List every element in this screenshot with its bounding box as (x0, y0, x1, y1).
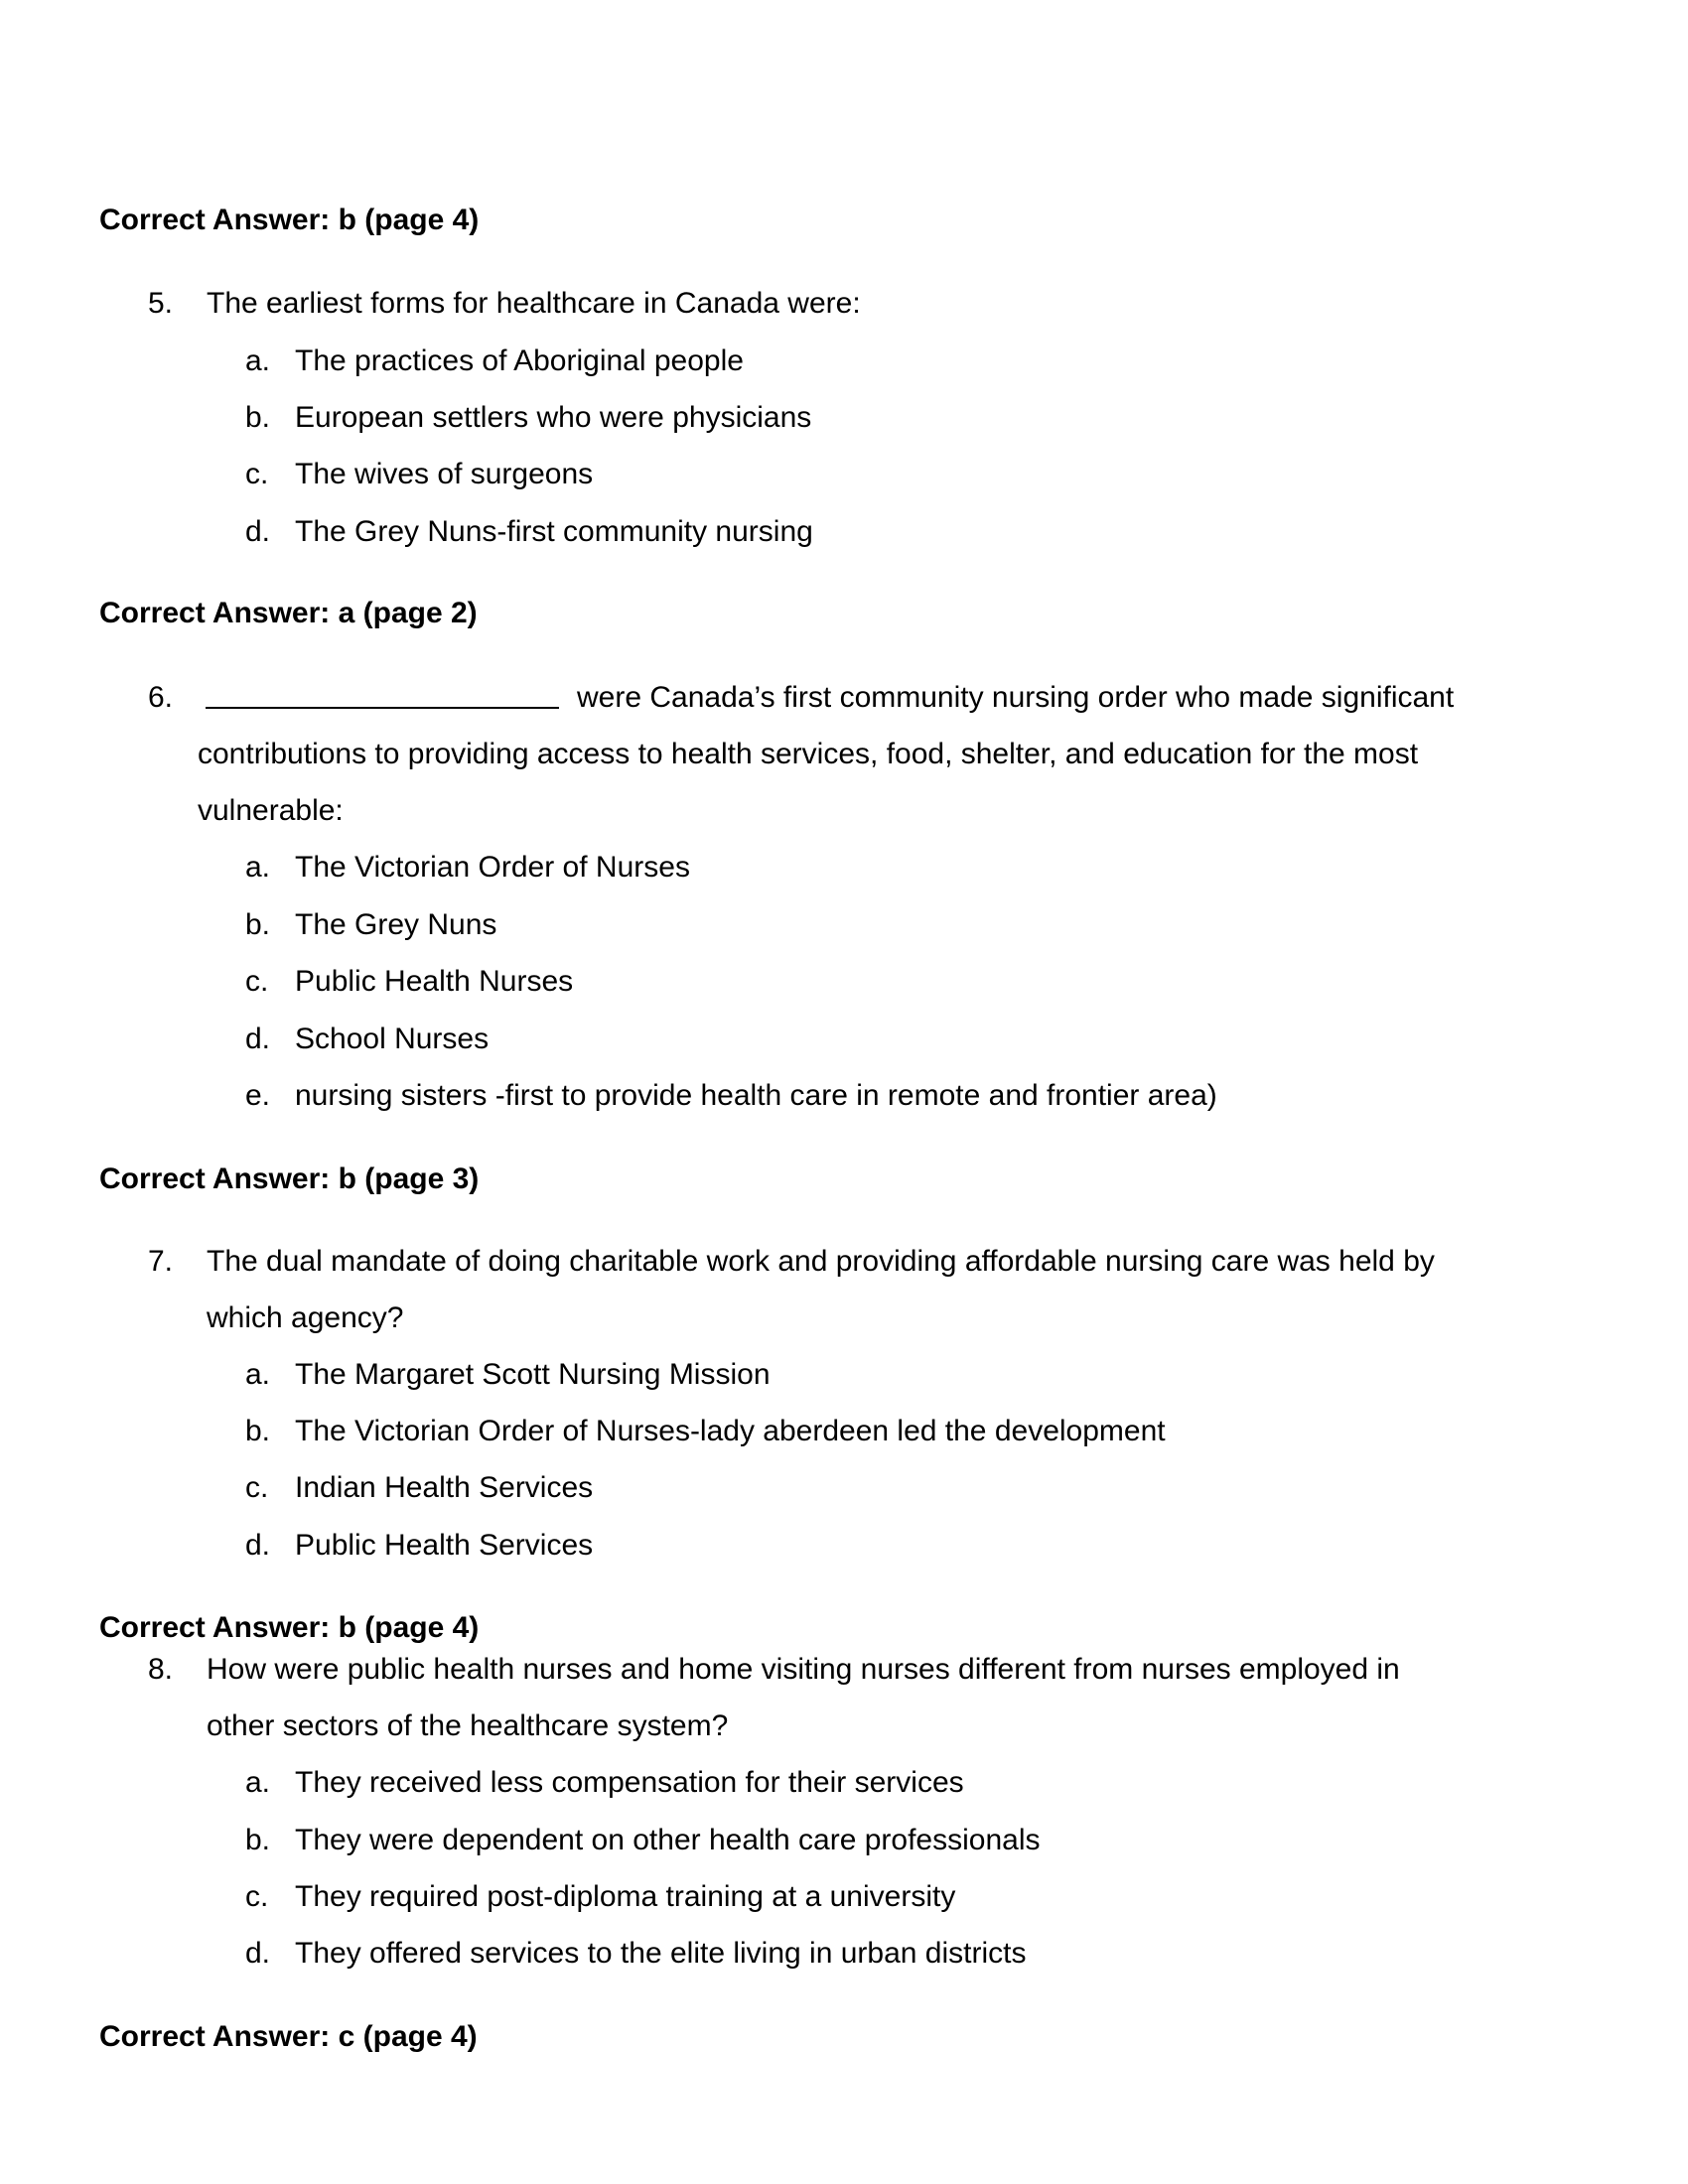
option-text: They were dependent on other health care professionals (295, 1824, 1041, 1856)
option-letter: d. (245, 1023, 271, 1055)
question-number: 7. (148, 1245, 174, 1278)
option-letter: d. (245, 515, 271, 548)
option-letter: c. (245, 1471, 269, 1504)
option-text: European settlers who were physicians (295, 401, 812, 434)
question-text: other sectors of the healthcare system? (207, 1709, 729, 1742)
option-text: Public Health Nurses (295, 965, 574, 998)
correct-answer-q7: Correct Answer: b (page 4) (99, 1611, 480, 1644)
option-letter: c. (245, 1880, 269, 1913)
question-text: which agency? (207, 1301, 404, 1334)
option-text: nursing sisters -first to provide health care in remote and frontier area) (295, 1079, 1217, 1112)
option-letter: e. (245, 1079, 271, 1112)
option-letter: b. (245, 1824, 271, 1856)
option-text: The Victorian Order of Nurses (295, 851, 690, 884)
fill-in-blank-line (206, 707, 559, 709)
option-text: The Grey Nuns-first community nursing (295, 515, 813, 548)
option-text: They required post-diploma training at a university (295, 1880, 956, 1913)
option-letter: a. (245, 851, 271, 884)
question-text: contributions to providing access to health services, food, shelter, and education for the most (198, 738, 1419, 770)
question-text: How were public health nurses and home visiting nurses different from nurses employed in (207, 1653, 1400, 1686)
option-text: The wives of surgeons (295, 458, 594, 490)
correct-answer-q6: Correct Answer: b (page 3) (99, 1162, 480, 1195)
correct-answer-q4: Correct Answer: b (page 4) (99, 204, 480, 236)
option-text: Indian Health Services (295, 1471, 594, 1504)
option-letter: d. (245, 1937, 271, 1970)
option-letter: c. (245, 965, 269, 998)
option-letter: a. (245, 1766, 271, 1799)
option-letter: b. (245, 1415, 271, 1447)
option-text: They received less compensation for their services (295, 1766, 964, 1799)
question-text: The dual mandate of doing charitable work and providing affordable nursing care was held by (207, 1245, 1435, 1278)
option-letter: c. (245, 458, 269, 490)
question-text: were Canada’s first community nursing order who made significant (577, 681, 1455, 714)
option-letter: b. (245, 401, 271, 434)
option-letter: a. (245, 344, 271, 377)
correct-answer-q8: Correct Answer: c (page 4) (99, 2020, 478, 2053)
option-text: They offered services to the elite living in urban districts (295, 1937, 1027, 1970)
option-letter: b. (245, 908, 271, 941)
option-text: The Margaret Scott Nursing Mission (295, 1358, 771, 1391)
option-letter: a. (245, 1358, 271, 1391)
option-text: The Grey Nuns (295, 908, 497, 941)
option-text: Public Health Services (295, 1529, 594, 1562)
option-text: School Nurses (295, 1023, 490, 1055)
question-text: vulnerable: (198, 794, 344, 827)
question-number: 8. (148, 1653, 174, 1686)
option-text: The Victorian Order of Nurses-lady aberdeen led the development (295, 1415, 1166, 1447)
question-text: The earliest forms for healthcare in Canada were: (207, 287, 861, 320)
question-number: 5. (148, 287, 174, 320)
option-text: The practices of Aboriginal people (295, 344, 744, 377)
question-number: 6. (148, 681, 174, 714)
correct-answer-q5: Correct Answer: a (page 2) (99, 597, 478, 629)
option-letter: d. (245, 1529, 271, 1562)
